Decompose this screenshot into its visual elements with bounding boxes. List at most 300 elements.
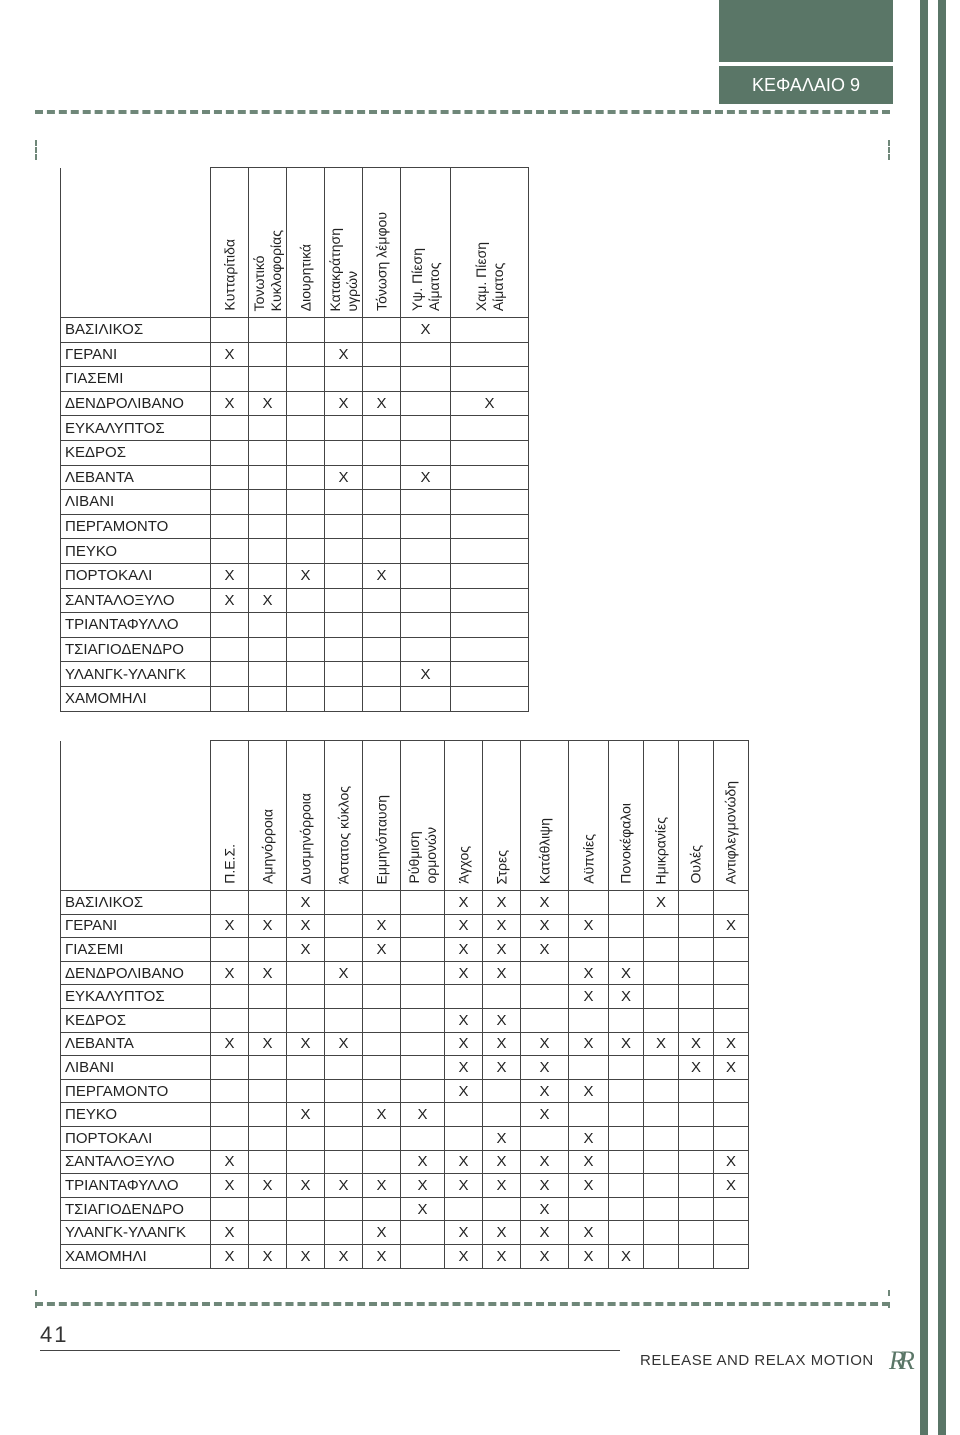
table-cell — [249, 440, 287, 465]
table-cell — [325, 539, 363, 564]
row-oil-name: ΓΙΑΣΕΜΙ — [61, 938, 211, 962]
table-cell: X — [445, 1079, 483, 1103]
table-cell — [325, 1221, 363, 1245]
table-cell: X — [609, 1032, 644, 1056]
table-cell — [401, 1244, 445, 1268]
table-cell: X — [287, 891, 325, 915]
table-cell — [679, 914, 714, 938]
table-cell: X — [211, 1032, 249, 1056]
table-cell — [679, 1221, 714, 1245]
table-row — [61, 490, 529, 515]
table-cell — [401, 1079, 445, 1103]
table-cell: X — [483, 1056, 521, 1080]
table-cell: X — [363, 1221, 401, 1245]
table-cell — [401, 416, 451, 441]
column-header — [287, 168, 325, 318]
table-cell — [287, 637, 325, 662]
oils-circulation-table — [60, 167, 529, 712]
page-number: 41 — [40, 1322, 69, 1347]
edge-stripe-left — [920, 0, 928, 1435]
table-cell — [249, 686, 287, 711]
row-oil-name: ΥΛΑΝΓΚ-ΥΛΑΝΓΚ — [61, 662, 211, 687]
table-cell — [287, 416, 325, 441]
footer-rule — [40, 1350, 620, 1351]
row-oil-name: ΓΙΑΣΕΜΙ — [61, 367, 211, 392]
table-cell — [325, 985, 363, 1009]
table-row — [61, 1197, 749, 1221]
table-cell: X — [287, 1032, 325, 1056]
table-cell: X — [521, 1244, 569, 1268]
table-cell — [609, 914, 644, 938]
table-cell — [325, 662, 363, 687]
table-cell — [211, 416, 249, 441]
table-cell — [679, 938, 714, 962]
table-cell — [363, 1056, 401, 1080]
column-header — [363, 168, 401, 318]
table-cell: X — [445, 1244, 483, 1268]
table-cell — [714, 1221, 749, 1245]
table-cell: X — [249, 1032, 287, 1056]
table-cell — [249, 1008, 287, 1032]
table-cell — [287, 490, 325, 515]
table-cell — [363, 1150, 401, 1174]
table-cell — [363, 367, 401, 392]
table-cell — [287, 613, 325, 638]
column-header-label: Ρύθμιση ορμονών — [405, 827, 439, 884]
column-header-label: Αντιφλεγμονώδη — [722, 780, 739, 884]
table-cell — [287, 1126, 325, 1150]
row-oil-name: ΛΙΒΑΝΙ — [61, 490, 211, 515]
table-cell — [363, 1197, 401, 1221]
table-cell — [211, 514, 249, 539]
table-cell: X — [521, 1150, 569, 1174]
table-cell — [363, 514, 401, 539]
row-oil-name: ΒΑΣΙΛΙΚΟΣ — [61, 891, 211, 915]
table-cell — [325, 891, 363, 915]
row-oil-name: ΣΑΝΤΑΛΟΞΥΛΟ — [61, 588, 211, 613]
table-cell — [401, 1126, 445, 1150]
table-row — [61, 914, 749, 938]
table-cell: X — [569, 961, 609, 985]
table-cell — [609, 1126, 644, 1150]
table-cell — [714, 938, 749, 962]
table-cell: X — [211, 1221, 249, 1245]
column-header — [609, 741, 644, 891]
table-cell: X — [211, 563, 249, 588]
table-cell — [249, 318, 287, 343]
table-cell — [363, 961, 401, 985]
table-cell: X — [609, 1244, 644, 1268]
table-cell: X — [521, 1056, 569, 1080]
table-cell: X — [569, 1032, 609, 1056]
row-oil-name: ΤΡΙΑΝΤΑΦΥΛΛΟ — [61, 613, 211, 638]
column-header — [569, 741, 609, 891]
table-cell: X — [445, 1056, 483, 1080]
table-row — [61, 588, 529, 613]
table-cell — [445, 1197, 483, 1221]
table-row — [61, 563, 529, 588]
table-cell — [644, 961, 679, 985]
table-cell — [325, 686, 363, 711]
table-cell — [401, 613, 451, 638]
table-cell — [401, 1032, 445, 1056]
table-cell — [483, 1103, 521, 1127]
table-cell: X — [569, 1150, 609, 1174]
table-cell — [287, 465, 325, 490]
table-cell — [521, 961, 569, 985]
column-header-label: Π.Ε.Σ. — [221, 844, 237, 884]
table-cell: X — [483, 891, 521, 915]
table-cell — [451, 342, 529, 367]
table-cell — [249, 514, 287, 539]
table-cell — [287, 686, 325, 711]
table-cell: X — [569, 1244, 609, 1268]
table-cell — [287, 318, 325, 343]
table-cell — [211, 662, 249, 687]
table-cell — [644, 938, 679, 962]
table-cell — [401, 985, 445, 1009]
table-cell — [644, 1221, 679, 1245]
table-cell: X — [521, 1221, 569, 1245]
table-row — [61, 961, 749, 985]
table-cell — [249, 563, 287, 588]
table-cell — [401, 1008, 445, 1032]
row-oil-name: ΕΥΚΑΛΥΠΤΟΣ — [61, 416, 211, 441]
table-cell — [211, 1103, 249, 1127]
table-cell — [325, 563, 363, 588]
table-cell — [401, 563, 451, 588]
table-cell — [679, 1244, 714, 1268]
column-header-label: Πονοκέφαλοι — [617, 803, 634, 884]
table-cell — [249, 1079, 287, 1103]
table-row — [61, 1150, 749, 1174]
table-cell — [249, 490, 287, 515]
row-oil-name: ΤΡΙΑΝΤΑΦΥΛΛΟ — [61, 1174, 211, 1198]
table-cell — [609, 891, 644, 915]
table-cell: X — [714, 1056, 749, 1080]
table-cell: X — [211, 588, 249, 613]
table-cell — [363, 1126, 401, 1150]
table-cell — [451, 465, 529, 490]
table-cell — [211, 465, 249, 490]
table-cell — [325, 1197, 363, 1221]
table-cell — [325, 588, 363, 613]
right-dashed-guide — [888, 140, 890, 160]
table-cell: X — [609, 985, 644, 1009]
table-cell — [714, 1079, 749, 1103]
table-cell — [211, 938, 249, 962]
table-cell — [287, 342, 325, 367]
table-row — [61, 985, 749, 1009]
table-row — [61, 1221, 749, 1245]
table-cell — [211, 1197, 249, 1221]
table-cell — [287, 961, 325, 985]
table-cell — [287, 391, 325, 416]
table-cell — [644, 1079, 679, 1103]
table-cell: X — [211, 914, 249, 938]
table-cell — [401, 891, 445, 915]
table-cell: X — [483, 938, 521, 962]
table-cell — [609, 1221, 644, 1245]
column-header-label: Κυτταρίτιδα — [221, 239, 237, 311]
table-cell — [483, 1079, 521, 1103]
table-cell — [401, 914, 445, 938]
chapter-header-block — [719, 0, 893, 62]
column-header-label: Αϋπνίες — [580, 834, 596, 884]
column-header — [211, 168, 249, 318]
table-cell — [451, 514, 529, 539]
table-cell: X — [363, 914, 401, 938]
table-cell: X — [211, 961, 249, 985]
table-cell — [363, 637, 401, 662]
table-cell — [325, 416, 363, 441]
table-cell — [569, 1103, 609, 1127]
table-row — [61, 465, 529, 490]
column-header — [521, 741, 569, 891]
table-cell: X — [679, 1032, 714, 1056]
table-cell — [363, 1008, 401, 1032]
table-cell — [569, 1008, 609, 1032]
column-header — [363, 741, 401, 891]
table-cell — [249, 1150, 287, 1174]
column-header — [325, 168, 363, 318]
table-cell — [325, 440, 363, 465]
table-cell: X — [287, 1174, 325, 1198]
row-oil-name: ΓΕΡΑΝΙ — [61, 342, 211, 367]
table-cell: X — [483, 1221, 521, 1245]
table-cell — [287, 1197, 325, 1221]
table-cell: X — [521, 1197, 569, 1221]
column-header-label: Κατάθλιψη — [536, 817, 552, 884]
table-cell: X — [521, 891, 569, 915]
table-cell — [483, 985, 521, 1009]
table-row — [61, 637, 529, 662]
row-oil-name: ΓΕΡΑΝΙ — [61, 914, 211, 938]
column-header-label: Στρες — [493, 849, 509, 884]
table-cell — [325, 938, 363, 962]
table-cell — [644, 1174, 679, 1198]
table-cell — [569, 1056, 609, 1080]
table-cell: X — [325, 391, 363, 416]
table-cell: X — [401, 1103, 445, 1127]
table-cell — [211, 637, 249, 662]
table-row — [61, 686, 529, 711]
column-header-label: Ημικρανίες — [652, 816, 669, 884]
edge-stripe-right — [938, 0, 946, 1435]
table-cell — [211, 613, 249, 638]
table-cell — [451, 588, 529, 613]
column-header-label: Τόνωση λέμφου — [373, 212, 389, 311]
table-cell: X — [363, 563, 401, 588]
table-cell — [644, 1008, 679, 1032]
column-header — [714, 741, 749, 891]
table-cell: X — [609, 961, 644, 985]
table-cell: X — [521, 938, 569, 962]
table-cell — [211, 891, 249, 915]
table-cell — [401, 514, 451, 539]
row-oil-name: ΠΕΡΓΑΜΟΝΤΟ — [61, 514, 211, 539]
table-cell — [445, 1103, 483, 1127]
table-cell — [401, 391, 451, 416]
table-cell — [363, 539, 401, 564]
bottom-dashed-divider — [35, 1302, 890, 1306]
table-cell — [609, 938, 644, 962]
table-cell: X — [401, 318, 451, 343]
row-oil-name: ΠΕΥΚΟ — [61, 539, 211, 564]
table-cell: X — [521, 914, 569, 938]
table-cell: X — [445, 1008, 483, 1032]
table-cell: X — [644, 1032, 679, 1056]
table-row — [61, 891, 749, 915]
table-cell: X — [569, 985, 609, 1009]
table-cell — [211, 1079, 249, 1103]
table-cell: X — [287, 1103, 325, 1127]
table-row — [61, 1079, 749, 1103]
table-cell — [249, 613, 287, 638]
table-cell: X — [401, 662, 451, 687]
column-header-label: Εμμηνόπαυση — [373, 794, 389, 884]
table-cell: X — [714, 1032, 749, 1056]
table-cell — [679, 961, 714, 985]
row-oil-name: ΧΑΜΟΜΗΛΙ — [61, 686, 211, 711]
column-header-label: Διουρητικά — [297, 243, 313, 311]
table-cell — [401, 342, 451, 367]
table-cell: X — [363, 1103, 401, 1127]
table-cell: X — [249, 588, 287, 613]
table-cell — [714, 1244, 749, 1268]
table-cell — [521, 985, 569, 1009]
table-cell: X — [325, 1244, 363, 1268]
table-cell: X — [401, 465, 451, 490]
row-oil-name: ΛΕΒΑΝΤΑ — [61, 1032, 211, 1056]
table-cell: X — [325, 465, 363, 490]
table-cell — [401, 440, 451, 465]
table-cell — [287, 440, 325, 465]
table-cell — [521, 1126, 569, 1150]
table-cell — [644, 1103, 679, 1127]
table-cell: X — [363, 1174, 401, 1198]
table-row — [61, 539, 529, 564]
table-cell — [363, 1079, 401, 1103]
column-header-label: Χαμ. Πίεση Αίματος — [472, 241, 506, 311]
row-oil-name: ΕΥΚΑΛΥΠΤΟΣ — [61, 985, 211, 1009]
row-oil-name: ΠΕΡΓΑΜΟΝΤΟ — [61, 1079, 211, 1103]
table-cell — [401, 686, 451, 711]
table-cell — [401, 1221, 445, 1245]
table-cell: X — [483, 1032, 521, 1056]
table-cell — [401, 539, 451, 564]
table-cell — [325, 514, 363, 539]
column-header — [249, 741, 287, 891]
table-cell: X — [483, 1174, 521, 1198]
table-cell — [249, 1126, 287, 1150]
table-cell: X — [521, 1174, 569, 1198]
table-cell — [714, 1126, 749, 1150]
table-cell: X — [211, 342, 249, 367]
table-cell: X — [325, 1032, 363, 1056]
table-cell — [325, 1103, 363, 1127]
table-cell — [401, 490, 451, 515]
table-cell — [401, 1056, 445, 1080]
table-cell — [325, 613, 363, 638]
table-cell — [249, 1197, 287, 1221]
table-cell — [211, 318, 249, 343]
table-cell — [249, 662, 287, 687]
table-cell: X — [569, 1079, 609, 1103]
table-cell: X — [401, 1150, 445, 1174]
table-cell — [287, 985, 325, 1009]
column-header — [287, 741, 325, 891]
column-header — [325, 741, 363, 891]
left-dashed-guide — [35, 140, 37, 160]
table-cell — [609, 1079, 644, 1103]
table-cell: X — [445, 891, 483, 915]
table-row — [61, 318, 529, 343]
table-cell — [363, 662, 401, 687]
table-row — [61, 391, 529, 416]
table-cell — [401, 637, 451, 662]
table-cell — [644, 914, 679, 938]
table-cell — [249, 1221, 287, 1245]
table-cell: X — [445, 914, 483, 938]
table-cell — [325, 1126, 363, 1150]
table-cell — [644, 1197, 679, 1221]
table-cell: X — [363, 938, 401, 962]
table-cell — [249, 985, 287, 1009]
table-cell: X — [445, 1221, 483, 1245]
table-cell — [287, 514, 325, 539]
table-cell: X — [483, 961, 521, 985]
column-header — [401, 741, 445, 891]
table-row — [61, 1032, 749, 1056]
table-row — [61, 514, 529, 539]
table-cell — [679, 1079, 714, 1103]
table-cell — [445, 1126, 483, 1150]
table-cell — [211, 1056, 249, 1080]
table-cell — [325, 1150, 363, 1174]
brand-logo: RR — [889, 1346, 909, 1375]
table-cell: X — [401, 1197, 445, 1221]
table-cell — [363, 465, 401, 490]
column-header-label: Αμηνόρροια — [259, 809, 275, 884]
row-oil-name: ΧΑΜΟΜΗΛΙ — [61, 1244, 211, 1268]
table-cell: X — [569, 914, 609, 938]
table-cell: X — [483, 1008, 521, 1032]
table-cell: X — [445, 1032, 483, 1056]
table-cell — [679, 1150, 714, 1174]
table-cell — [363, 686, 401, 711]
table-cell — [451, 613, 529, 638]
table-cell: X — [521, 1103, 569, 1127]
table-cell — [679, 985, 714, 1009]
table-cell — [679, 1126, 714, 1150]
table-cell — [287, 539, 325, 564]
table-row — [61, 613, 529, 638]
table-cell — [211, 440, 249, 465]
column-header — [211, 741, 249, 891]
row-oil-name: ΥΛΑΝΓΚ-ΥΛΑΝΓΚ — [61, 1221, 211, 1245]
table-cell: X — [483, 914, 521, 938]
header-corner — [61, 168, 211, 318]
row-oil-name: ΚΕΔΡΟΣ — [61, 440, 211, 465]
row-oil-name: ΛΕΒΑΝΤΑ — [61, 465, 211, 490]
table-cell — [483, 1197, 521, 1221]
table-cell: X — [451, 391, 529, 416]
table-cell — [451, 686, 529, 711]
table-cell — [325, 490, 363, 515]
brand-name: RELEASE AND RELAX MOTION — [640, 1352, 874, 1369]
table-cell: X — [325, 961, 363, 985]
